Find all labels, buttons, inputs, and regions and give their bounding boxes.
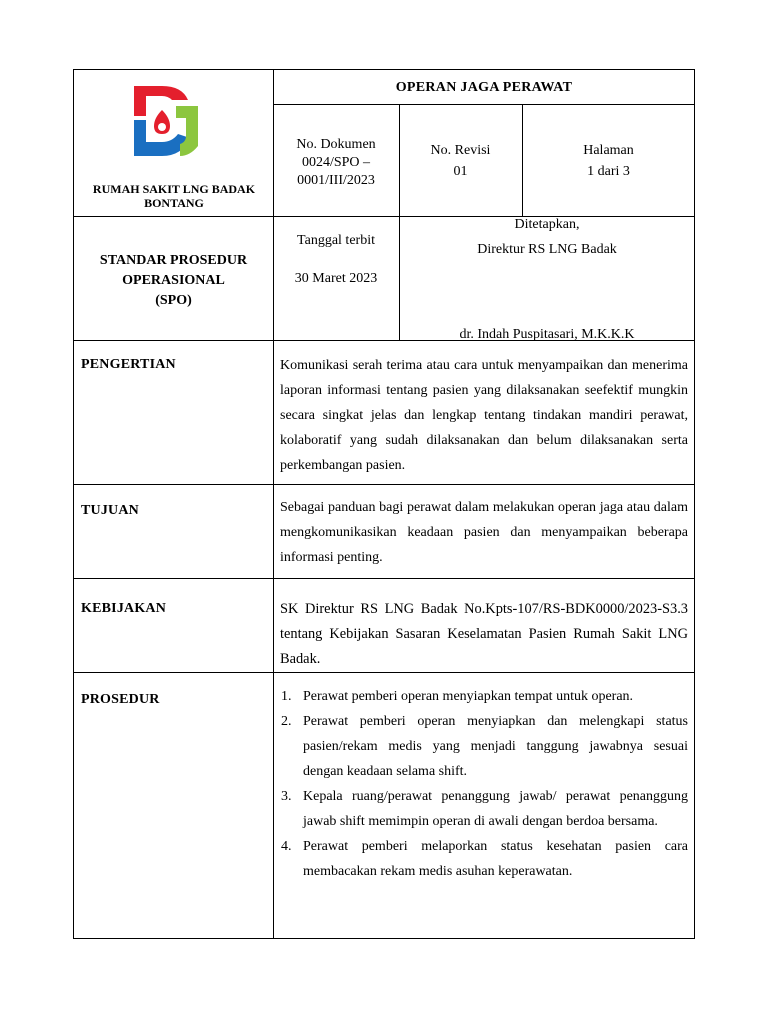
step-number: 3. (281, 789, 292, 804)
list-item (273, 709, 688, 784)
step-number: 2. (281, 714, 292, 729)
step-text: Perawat pemberi melaporkan status kesehatan pasien cara membacakan rekam medis asuhan keperawatan. (303, 839, 688, 879)
step-number: 4. (281, 839, 292, 854)
step-text: Perawat pemberi operan menyiapkan tempat untuk operan. (303, 689, 634, 704)
divider (273, 70, 274, 673)
divider (74, 578, 695, 579)
divider (74, 672, 695, 673)
document-title: OPERAN JAGA PERAWAT (395, 80, 573, 95)
doc-number-label: No. Dokumen (296, 137, 376, 152)
step-text: Perawat pemberi operan menyiapkan dan melengkapi status pasien/rekam medis yang menjadi tanggung jawabnya sesuai dengan keadaan selama shift. (303, 714, 688, 779)
procedure-steps (273, 684, 688, 884)
spo-title-line: OPERASIONAL (122, 273, 225, 288)
spo-title-line: STANDAR PROSEDUR (99, 253, 248, 268)
divider (273, 104, 695, 105)
hospital-name: RUMAH SAKIT LNG BADAK BONTANG (92, 182, 256, 210)
list-item (273, 784, 688, 834)
procedure-list (273, 684, 688, 884)
doc-number-value: 0024/SPO – 0001/III/2023 (297, 155, 375, 188)
list-item (273, 684, 688, 709)
step-number: 1. (281, 689, 292, 704)
page-block (522, 142, 695, 181)
revision-value: 01 (453, 164, 468, 179)
doc-number-block (280, 136, 392, 190)
spo-document (73, 69, 695, 939)
section-label-tujuan: TUJUAN (81, 503, 139, 518)
issue-date: 30 Maret 2023 (294, 271, 378, 286)
hospital-logo-icon (132, 84, 200, 166)
spo-title-line: (SPO) (155, 293, 192, 308)
section-label-pengertian: PENGERTIAN (81, 357, 176, 372)
revision-block (399, 142, 522, 181)
revision-label: No. Revisi (430, 143, 491, 158)
divider (74, 484, 695, 485)
list-item (273, 834, 688, 884)
issue-label: Tanggal terbit (297, 233, 375, 248)
step-text: Kepala ruang/perawat penanggung jawab/ perawat penanggung jawab shift memimpin operan di awali dengan berdoa bersama. (303, 789, 688, 829)
page-label: Halaman (583, 143, 634, 158)
spo-title (74, 251, 273, 311)
section-label-kebijakan: KEBIJAKAN (81, 601, 167, 616)
page-value: 1 dari 3 (587, 164, 630, 179)
section-text-kebijakan: SK Direktur RS LNG Badak No.Kpts-107/RS-BDK0000/2023-S3.3 tentang Kebijakan Sasaran Keselamatan Pasien Rumah Sakit LNG Badak. (280, 601, 688, 667)
section-label-prosedur: PROSEDUR (81, 692, 160, 707)
approver-name: dr. Indah Puspitasari, M.K.K.K (459, 327, 635, 342)
approved-label: Ditetapkan, (514, 217, 580, 232)
approver-title: Direktur RS LNG Badak (477, 242, 617, 257)
section-text-pengertian: Komunikasi serah terima atau cara untuk menyampaikan dan menerima laporan informasi tentang pasien yang dilaksanakan seefektif mungkin secara singkat jelas dan lengkap tentang tindakan mandiri perawat, kolaboratif yang sudah dilaksanakan dan belum dilaksanakan serta perkembangan pasien. (280, 358, 688, 473)
section-text-tujuan: Sebagai panduan bagi perawat dalam melakukan operan jaga atau dalam mengkomunikasikan keadaan pasien dan menyampaikan beberapa informasi penting. (280, 500, 688, 565)
